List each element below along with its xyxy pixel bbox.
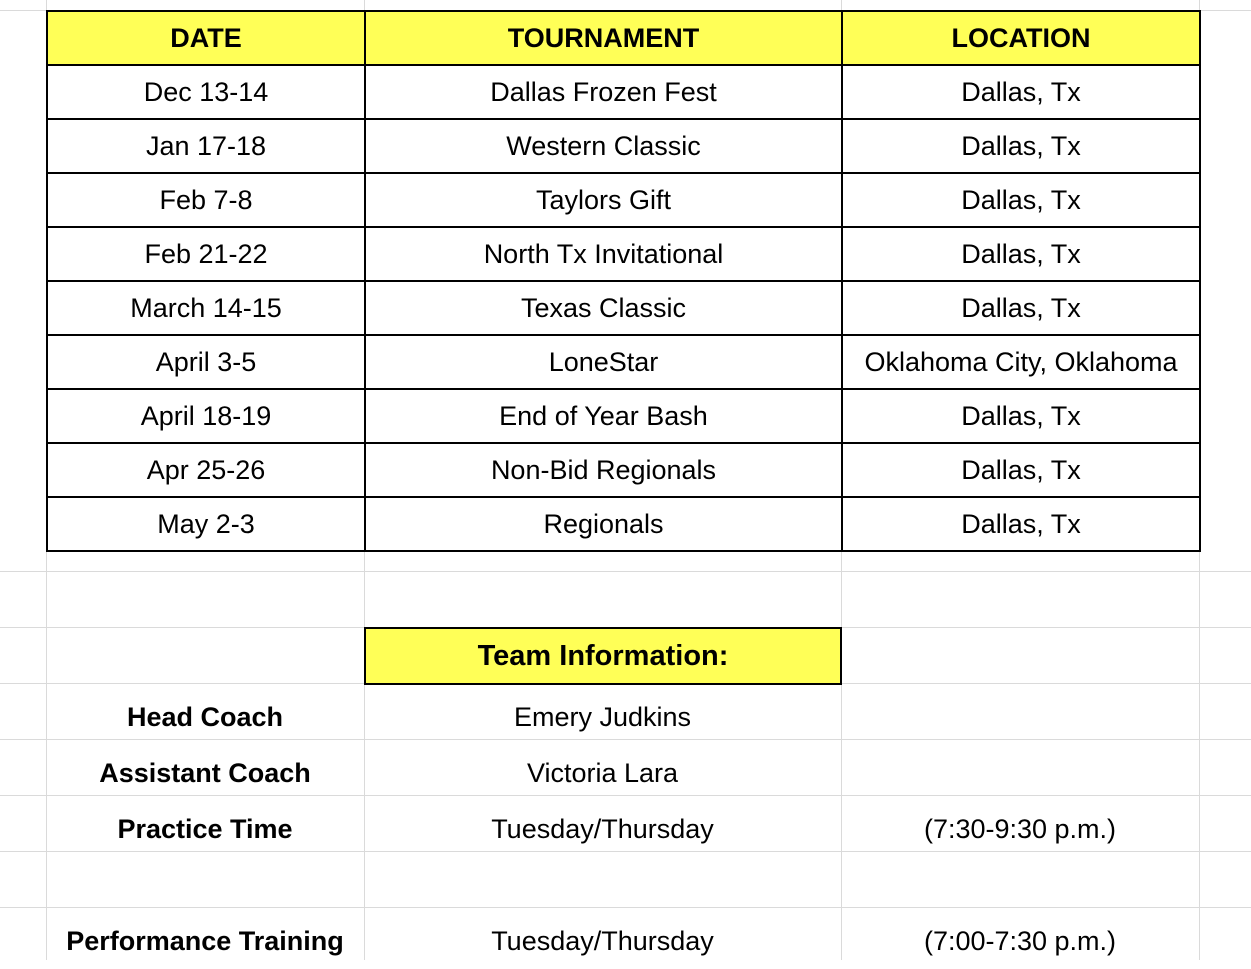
cell-location[interactable]: Dallas, Tx <box>842 65 1200 119</box>
header-date[interactable]: DATE <box>47 11 365 65</box>
practice-time-days[interactable]: Tuesday/Thursday <box>491 814 714 844</box>
cell-tournament[interactable]: North Tx Invitational <box>365 227 842 281</box>
cell-location[interactable]: Dallas, Tx <box>842 227 1200 281</box>
assistant-coach-label[interactable]: Assistant Coach <box>99 758 311 788</box>
head-coach-label[interactable]: Head Coach <box>126 702 284 732</box>
table-row <box>47 389 1200 443</box>
cell-tournament[interactable]: Regionals <box>365 497 842 551</box>
header-location[interactable]: LOCATION <box>842 11 1200 65</box>
performance-training-label[interactable]: Performance Training <box>66 926 344 956</box>
cell-date[interactable]: Dec 13-14 <box>47 65 365 119</box>
table-header-row <box>47 11 1200 65</box>
grid-line <box>0 571 1251 572</box>
cell-location[interactable]: Dallas, Tx <box>842 389 1200 443</box>
cell-location[interactable]: Dallas, Tx <box>842 119 1200 173</box>
grid-line <box>0 907 1251 908</box>
schedule-table <box>46 10 1201 552</box>
cell-tournament[interactable]: Western Classic <box>365 119 842 173</box>
cell-tournament[interactable]: End of Year Bash <box>365 389 842 443</box>
cell-location[interactable]: Oklahoma City, Oklahoma <box>842 335 1200 389</box>
header-tournament[interactable]: TOURNAMENT <box>365 11 842 65</box>
practice-time-label[interactable]: Practice Time <box>117 814 293 844</box>
table-row <box>47 119 1200 173</box>
table-row <box>47 65 1200 119</box>
cell-date[interactable]: Feb 7-8 <box>47 173 365 227</box>
cell-tournament[interactable]: Taylors Gift <box>365 173 842 227</box>
cell-location[interactable]: Dallas, Tx <box>842 281 1200 335</box>
cell-date[interactable]: Feb 21-22 <box>47 227 365 281</box>
assistant-coach-value[interactable]: Victoria Lara <box>526 758 679 788</box>
cell-tournament[interactable]: Texas Classic <box>365 281 842 335</box>
table-row <box>47 173 1200 227</box>
cell-date[interactable]: April 18-19 <box>47 389 365 443</box>
head-coach-value[interactable]: Emery Judkins <box>513 702 692 732</box>
cell-location[interactable]: Dallas, Tx <box>842 497 1200 551</box>
cell-tournament[interactable]: Dallas Frozen Fest <box>365 65 842 119</box>
cell-date[interactable]: Jan 17-18 <box>47 119 365 173</box>
table-row <box>47 497 1200 551</box>
table-row <box>47 281 1200 335</box>
cell-location[interactable]: Dallas, Tx <box>842 443 1200 497</box>
practice-time-hours[interactable]: (7:30-9:30 p.m.) <box>923 814 1117 844</box>
cell-date[interactable]: May 2-3 <box>47 497 365 551</box>
cell-date[interactable]: March 14-15 <box>47 281 365 335</box>
performance-training-days[interactable]: Tuesday/Thursday <box>491 926 714 956</box>
table-row <box>47 227 1200 281</box>
cell-date[interactable]: April 3-5 <box>47 335 365 389</box>
table-row <box>47 443 1200 497</box>
cell-tournament[interactable]: Non-Bid Regionals <box>365 443 842 497</box>
performance-training-hours[interactable]: (7:00-7:30 p.m.) <box>923 926 1117 956</box>
team-info-header[interactable]: Team Information: <box>364 627 842 685</box>
cell-tournament[interactable]: LoneStar <box>365 335 842 389</box>
cell-date[interactable]: Apr 25-26 <box>47 443 365 497</box>
table-row <box>47 335 1200 389</box>
cell-location[interactable]: Dallas, Tx <box>842 173 1200 227</box>
